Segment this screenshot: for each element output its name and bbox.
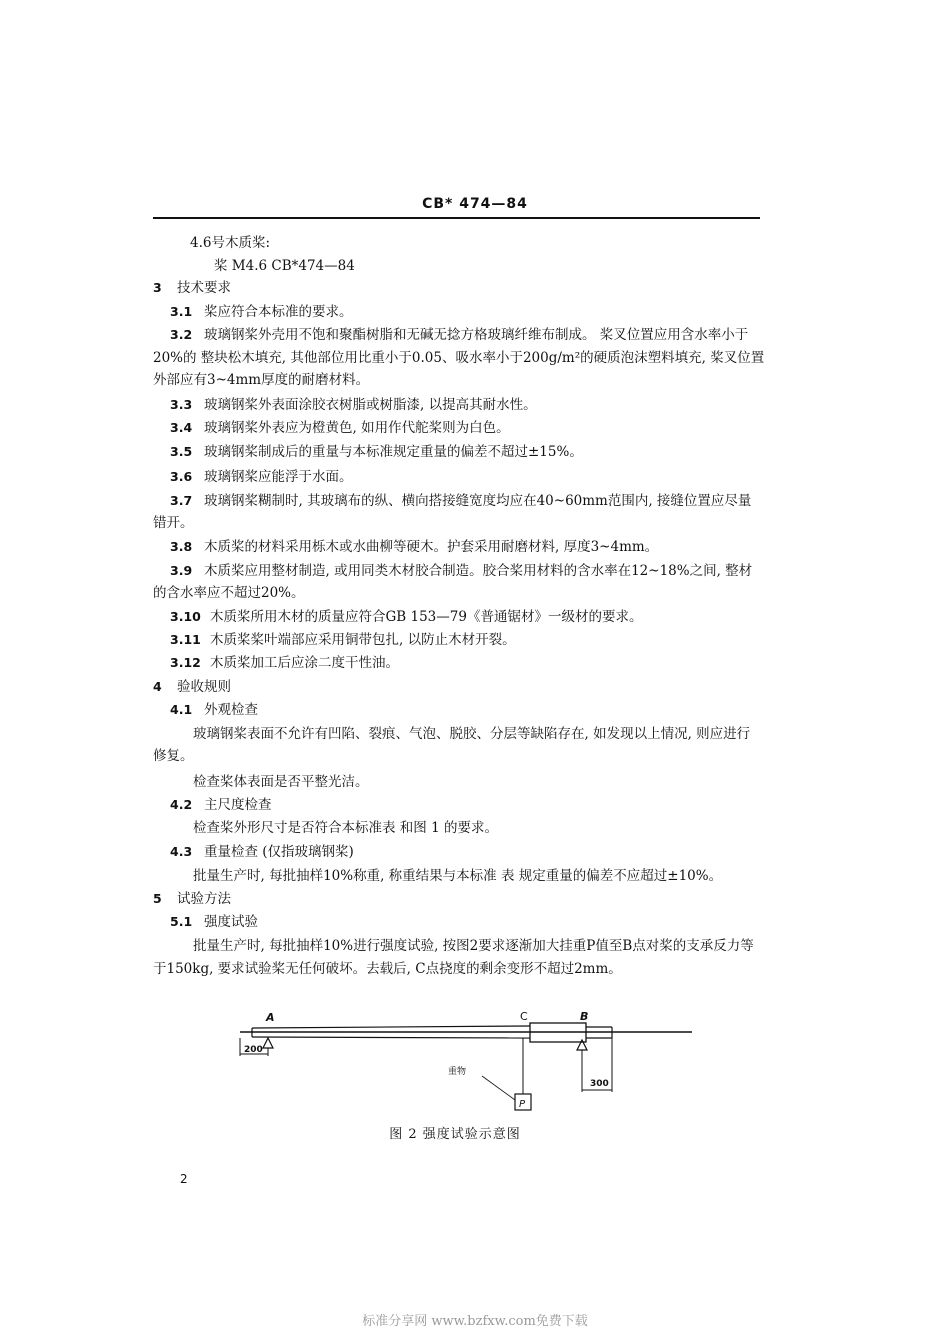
clause-4-3-para: 批量生产时, 每批抽样10%称重, 称重结果与本标准 表 规定重量的偏差不应超过±10%。 — [193, 868, 723, 884]
clause-number: 3.5 — [170, 444, 193, 459]
clause-number: 3.8 — [170, 539, 193, 554]
section-number: 4 — [153, 679, 162, 694]
watermark: 标准分享网 www.bzfxw.com免费下载 — [362, 1314, 588, 1329]
clause-4-2-para: 检查桨外形尺寸是否符合本标准表 和图 1 的要求。 — [193, 820, 498, 836]
clause-text: 木质桨所用木材的质量应符合GB 153—79《普通锯材》一级材的要求。 — [210, 609, 643, 625]
clause-number: 4.1 — [170, 702, 193, 717]
clause-number: 3.11 — [170, 632, 201, 647]
clause-4-1-para-2: 检查桨体表面是否平整光洁。 — [193, 774, 369, 790]
clause-text: 桨应符合本标准的要求。 — [204, 304, 353, 320]
clause-5-1 — [170, 911, 258, 933]
section-title: 技术要求 — [177, 280, 231, 296]
section-title: 试验方法 — [177, 891, 231, 907]
section-number: 5 — [153, 891, 162, 906]
clause-text: 玻璃钢桨糊制时, 其玻璃布的纵、横向搭接缝宽度均应在40~60mm范围内, 接缝位置应尽量 — [204, 493, 752, 509]
clause-3-1 — [170, 301, 353, 323]
dim-300-label: 300 — [590, 1079, 609, 1089]
oar-shaft-top — [252, 1026, 530, 1028]
clause-title: 强度试验 — [204, 914, 258, 930]
clause-number: 3.7 — [170, 493, 193, 508]
clause-text: 玻璃钢桨制成后的重量与本标准规定重量的偏差不超过±15%。 — [204, 444, 583, 460]
section-number: 3 — [153, 280, 162, 295]
clause-3-2-line-2: 20%的 整块松木填充, 其他部位用比重小于0.05、吸水率小于200g/m²的硬质泡沫塑料填充, 桨叉位置 — [153, 350, 765, 366]
point-b-label: B — [580, 1010, 589, 1023]
weight-label: 重物 — [448, 1067, 467, 1077]
weight-leader-line — [482, 1076, 515, 1100]
standard-code-header: CB* 474—84 — [422, 196, 528, 212]
clause-5-1-para-line-2: 于150kg, 要求试验桨无任何破坏。去载后, C点挠度的剩余变形不超过2mm。 — [153, 961, 622, 977]
clause-4-1 — [170, 699, 258, 721]
clause-title: 外观检查 — [204, 702, 258, 718]
section-5-heading — [153, 888, 231, 910]
clause-title: 重量检查 (仅指玻璃钢桨) — [204, 844, 354, 860]
clause-3-4 — [170, 417, 510, 439]
clause-number: 3.3 — [170, 397, 193, 412]
oar-shaft-bottom — [252, 1037, 530, 1038]
section-3-heading — [153, 277, 231, 299]
clause-4-3 — [170, 841, 354, 863]
clause-4-1-para-1-line-2: 修复。 — [153, 748, 194, 764]
clause-3-9 — [170, 560, 752, 582]
clause-number: 3.4 — [170, 420, 193, 435]
clause-3-5 — [170, 441, 583, 463]
load-p-label: P — [519, 1099, 526, 1110]
point-a-label: A — [266, 1011, 275, 1024]
clause-number: 3.12 — [170, 655, 201, 670]
clause-4-1-para-1: 玻璃钢桨表面不允许有凹陷、裂痕、气泡、脱胶、分层等缺陷存在, 如发现以上情况, 则应进行 — [193, 726, 751, 742]
intro-line-2: 桨 M4.6 CB*474—84 — [214, 258, 355, 274]
clause-number: 3.6 — [170, 469, 193, 484]
clause-number: 4.3 — [170, 844, 193, 859]
clause-5-1-para: 批量生产时, 每批抽样10%进行强度试验, 按图2要求逐渐加大挂重P值至B点对桨的支承反力等 — [193, 938, 754, 954]
clause-text: 玻璃钢桨外表应为橙黄色, 如用作代舵桨则为白色。 — [204, 420, 510, 436]
clause-number: 3.2 — [170, 327, 193, 342]
clause-3-7-line-2: 错开。 — [153, 515, 194, 531]
clause-text: 木质桨应用整材制造, 或用同类木材胶合制造。胶合桨用材料的含水率在12~18%之间, 整材 — [204, 563, 753, 579]
clause-number: 3.9 — [170, 563, 193, 578]
dim-200-label: 200 — [244, 1045, 263, 1055]
clause-3-3 — [170, 394, 537, 416]
intro-line-1: 4.6号木质桨: — [190, 235, 271, 251]
strength-test-diagram — [230, 1010, 710, 1120]
section-title: 验收规则 — [177, 679, 231, 695]
clause-3-12 — [170, 652, 399, 674]
clause-3-10 — [170, 606, 642, 628]
point-c-label: C — [520, 1010, 528, 1023]
clause-text: 木质桨的材料采用栎木或水曲柳等硬木。护套采用耐磨材料, 厚度3~4mm。 — [204, 539, 659, 555]
clause-3-9-line-2: 的含水率应不超过20%。 — [153, 585, 305, 601]
clause-3-6 — [170, 466, 353, 488]
section-4-heading — [153, 676, 231, 698]
clause-number: 4.2 — [170, 797, 193, 812]
clause-3-2 — [170, 324, 748, 346]
clause-number: 3.1 — [170, 304, 193, 319]
clause-3-8 — [170, 536, 658, 558]
clause-number: 3.10 — [170, 609, 201, 624]
clause-text: 玻璃钢桨应能浮于水面。 — [204, 469, 353, 485]
figure-caption: 图 2 强度试验示意图 — [389, 1127, 521, 1142]
page-number: 2 — [180, 1172, 188, 1186]
clause-text: 木质桨桨叶端部应采用铜带包扎, 以防止木材开裂。 — [210, 632, 516, 648]
clause-text: 木质桨加工后应涂二度干性油。 — [210, 655, 399, 671]
clause-3-11 — [170, 629, 516, 651]
support-a-icon — [263, 1038, 273, 1048]
clause-text: 玻璃钢桨外表面涂胶衣树脂或树脂漆, 以提高其耐水性。 — [204, 397, 537, 413]
header-rule — [153, 217, 760, 219]
clause-3-7 — [170, 490, 751, 512]
clause-number: 5.1 — [170, 914, 193, 929]
clause-3-2-line-3: 外部应有3~4mm厚度的耐磨材料。 — [153, 372, 370, 388]
clause-text: 玻璃钢桨外壳用不饱和聚酯树脂和无碱无捻方格玻璃纤维布制成。 桨叉位置应用含水率小于 — [204, 327, 749, 343]
clause-4-2 — [170, 794, 272, 816]
clause-title: 主尺度检查 — [204, 797, 272, 813]
